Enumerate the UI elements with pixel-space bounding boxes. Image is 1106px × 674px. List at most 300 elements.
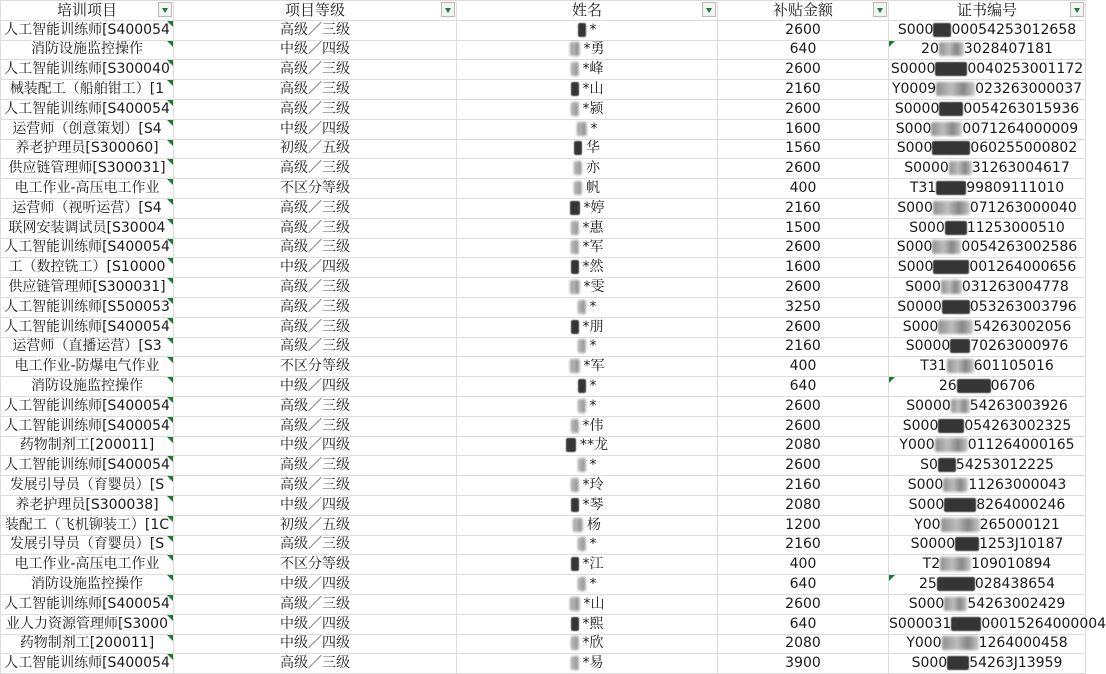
cell-amount-text: 640: [789, 615, 817, 632]
table-row[interactable]: [1, 258, 1086, 278]
filter-dropdown-icon[interactable]: [1070, 2, 1084, 17]
cell-level[interactable]: [174, 416, 457, 436]
cell-amount[interactable]: [718, 297, 889, 317]
cell-project[interactable]: [1, 198, 174, 218]
table-row[interactable]: [1, 495, 1086, 515]
cell-cert[interactable]: [889, 614, 1106, 634]
table-row[interactable]: [1, 40, 1086, 60]
cell-cert[interactable]: [889, 436, 1086, 456]
cell-project[interactable]: [1, 238, 174, 258]
table-row[interactable]: [1, 99, 1086, 119]
cell-level[interactable]: [174, 515, 457, 535]
cell-name[interactable]: [457, 139, 718, 159]
cell-cert[interactable]: [889, 60, 1086, 80]
cell-cert[interactable]: [889, 40, 1086, 60]
cert-suffix-text: 70263000976: [970, 338, 1069, 355]
cell-cert[interactable]: [889, 139, 1086, 159]
cell-cert[interactable]: [889, 476, 1086, 496]
cell-level[interactable]: [174, 594, 457, 614]
cell-amount[interactable]: [718, 20, 889, 40]
table-row[interactable]: [1, 297, 1086, 317]
cell-amount-text: 400: [789, 180, 817, 197]
cell-level[interactable]: [174, 20, 457, 40]
cell-level[interactable]: [174, 317, 457, 337]
redaction-mark: [578, 577, 586, 591]
cell-amount[interactable]: [718, 80, 889, 100]
cell-amount[interactable]: [718, 495, 889, 515]
cell-amount[interactable]: [718, 218, 889, 238]
cell-name[interactable]: [457, 99, 718, 119]
header-cell-cert[interactable]: [889, 1, 1086, 21]
cell-level[interactable]: [174, 238, 457, 258]
cell-cert[interactable]: [889, 119, 1086, 139]
cell-name-text: 亦: [586, 160, 600, 177]
cell-level-text: 中级／四级: [280, 120, 350, 137]
cell-level-text: 高级／三级: [280, 219, 350, 236]
cell-amount-text: 640: [789, 576, 817, 592]
cell-level[interactable]: [174, 60, 457, 80]
table-row[interactable]: [1, 575, 1086, 595]
cell-cert[interactable]: [889, 80, 1086, 100]
cell-cert[interactable]: [889, 456, 1086, 476]
cell-amount-text: 2600: [785, 595, 821, 612]
cell-project-text: 运营师（视听运营）[S4: [12, 199, 162, 216]
redaction-mark: [578, 537, 586, 551]
table-row[interactable]: [1, 80, 1086, 100]
cell-name-text: *: [590, 120, 598, 137]
cell-level[interactable]: [174, 495, 457, 515]
table-row[interactable]: [1, 119, 1086, 139]
cell-level[interactable]: [174, 218, 457, 238]
cell-project[interactable]: [1, 139, 174, 159]
cell-amount[interactable]: [718, 40, 889, 60]
cell-amount-text: 1600: [785, 259, 821, 276]
table-row[interactable]: [1, 218, 1086, 238]
cell-project-text: 工（数控铣工）[S10000: [8, 259, 166, 276]
cell-project-text: 养老护理员[S300060]: [15, 140, 159, 157]
cell-cert[interactable]: [889, 377, 1086, 397]
filter-dropdown-icon[interactable]: [441, 2, 455, 17]
table-row[interactable]: [1, 555, 1086, 575]
cell-amount[interactable]: [718, 198, 889, 218]
table-row[interactable]: [1, 238, 1086, 258]
cell-project-text: 消防设施监控操作: [31, 41, 143, 58]
cell-project[interactable]: [1, 357, 174, 377]
cell-name[interactable]: [457, 476, 718, 496]
cell-level[interactable]: [174, 575, 457, 595]
cell-cert[interactable]: [889, 297, 1086, 317]
cell-name-text: *: [589, 536, 597, 553]
cert-suffix-text: 001264000656: [969, 259, 1077, 276]
cert-suffix-text: 54263002056: [973, 318, 1072, 335]
redaction-mark: [937, 577, 975, 591]
cell-cert[interactable]: [889, 337, 1086, 357]
cell-cert[interactable]: [889, 357, 1086, 377]
cell-cert[interactable]: [889, 575, 1086, 595]
table-row[interactable]: [1, 337, 1086, 357]
cell-name-text: *雯: [583, 279, 605, 296]
table-row[interactable]: [1, 20, 1086, 40]
cell-level[interactable]: [174, 357, 457, 377]
cell-project[interactable]: [1, 99, 174, 119]
cell-name[interactable]: [457, 20, 718, 40]
table-row[interactable]: [1, 436, 1086, 456]
cell-level[interactable]: [174, 119, 457, 139]
cell-name[interactable]: [457, 357, 718, 377]
cell-amount[interactable]: [718, 634, 889, 654]
cell-amount[interactable]: [718, 99, 889, 119]
table-row[interactable]: [1, 377, 1086, 397]
cell-cert[interactable]: [889, 258, 1086, 278]
cell-level[interactable]: [174, 634, 457, 654]
cell-amount[interactable]: [718, 159, 889, 179]
cert-prefix-text: S000: [909, 219, 945, 236]
cell-amount[interactable]: [718, 535, 889, 555]
table-row[interactable]: [1, 515, 1086, 535]
cell-project[interactable]: [1, 654, 174, 674]
table-row[interactable]: [1, 594, 1086, 614]
redaction-mark: [939, 42, 964, 56]
cell-amount[interactable]: [718, 238, 889, 258]
cell-project[interactable]: [1, 555, 174, 575]
header-label: 项目等级: [284, 0, 345, 19]
cell-amount[interactable]: [718, 476, 889, 496]
table-row[interactable]: [1, 456, 1086, 476]
cell-name[interactable]: [457, 515, 718, 535]
cell-name[interactable]: [457, 337, 718, 357]
cell-amount[interactable]: [718, 436, 889, 456]
cell-level-text: 中级／四级: [280, 615, 350, 632]
cell-project[interactable]: [1, 159, 174, 179]
cell-name-text: *峰: [582, 61, 604, 78]
cell-name-text: *: [589, 397, 597, 414]
cell-project[interactable]: [1, 416, 174, 436]
redaction-mark: [571, 636, 579, 650]
cell-amount[interactable]: [718, 614, 889, 634]
redaction-mark: [940, 557, 971, 571]
cell-name-text: *勇: [583, 41, 605, 58]
cell-project-text: 药物制剂工[200011]: [19, 437, 155, 454]
table-row[interactable]: [1, 654, 1086, 674]
cell-cert[interactable]: [889, 99, 1086, 119]
cell-project[interactable]: [1, 594, 174, 614]
table-row[interactable]: [1, 416, 1086, 436]
cell-cert[interactable]: [889, 594, 1086, 614]
cell-level-text: 高级／三级: [280, 417, 350, 434]
cell-project-text: 养老护理员[S300038]: [15, 496, 159, 513]
cell-project[interactable]: [1, 297, 174, 317]
cell-project[interactable]: [1, 60, 174, 80]
cell-level[interactable]: [174, 99, 457, 119]
cert-suffix-text: 071263000040: [969, 199, 1077, 216]
cell-amount[interactable]: [718, 555, 889, 575]
table-row[interactable]: [1, 60, 1086, 80]
cell-amount[interactable]: [718, 575, 889, 595]
cell-name[interactable]: [457, 258, 718, 278]
cell-cert[interactable]: [889, 198, 1086, 218]
cell-name[interactable]: [457, 436, 718, 456]
cell-project[interactable]: [1, 20, 174, 40]
cell-amount[interactable]: [718, 416, 889, 436]
cell-name[interactable]: [457, 317, 718, 337]
cell-amount[interactable]: [718, 258, 889, 278]
cell-name-text: *颍: [582, 100, 604, 117]
cell-amount[interactable]: [718, 515, 889, 535]
cert-prefix-text: S0000: [894, 100, 940, 117]
table-row[interactable]: [1, 198, 1086, 218]
cell-amount-text: 2600: [785, 397, 821, 414]
table-row[interactable]: [1, 317, 1086, 337]
cell-project[interactable]: [1, 258, 174, 278]
cell-amount[interactable]: [718, 456, 889, 476]
table-row[interactable]: [1, 179, 1086, 199]
cell-name[interactable]: [457, 60, 718, 80]
cell-cert[interactable]: [889, 654, 1086, 674]
cell-name[interactable]: [457, 396, 718, 416]
cert-suffix-text: 31263004617: [971, 160, 1070, 177]
redaction-mark: [944, 498, 976, 512]
redaction-mark: [578, 379, 586, 393]
cell-level[interactable]: [174, 139, 457, 159]
cell-project[interactable]: [1, 119, 174, 139]
cell-project-text: 人工智能训练师[S400054: [4, 417, 170, 434]
cell-name-text: *山: [583, 595, 605, 612]
cell-name[interactable]: [457, 179, 718, 199]
redaction-mark: [570, 280, 580, 294]
cell-cert[interactable]: [889, 179, 1086, 199]
filter-dropdown-icon[interactable]: [873, 2, 887, 17]
cell-cert[interactable]: [889, 159, 1086, 179]
redaction-mark: [942, 636, 979, 650]
table-row[interactable]: [1, 159, 1086, 179]
cell-name[interactable]: [457, 535, 718, 555]
cell-name[interactable]: [457, 495, 718, 515]
table-row[interactable]: [1, 278, 1086, 298]
cell-project-text: 装配工（飞机铆装工）[1C: [4, 516, 170, 533]
header-label: 证书编号: [956, 0, 1017, 19]
redaction-mark: [566, 438, 576, 452]
cert-suffix-text: 54263003926: [969, 397, 1068, 414]
cell-level[interactable]: [174, 476, 457, 496]
cell-level[interactable]: [174, 159, 457, 179]
cell-name[interactable]: [457, 159, 718, 179]
cell-level-text: 初级／五级: [280, 516, 350, 533]
cell-name-text: 杨: [587, 516, 601, 533]
cell-level[interactable]: [174, 614, 457, 634]
cell-project-text: 供应链管理师[S300031]: [8, 279, 166, 296]
cell-level[interactable]: [174, 654, 457, 674]
redaction-mark: [935, 62, 967, 76]
table-row[interactable]: [1, 476, 1086, 496]
cell-level[interactable]: [174, 337, 457, 357]
table-row[interactable]: [1, 535, 1086, 555]
cell-project[interactable]: [1, 634, 174, 654]
cell-amount[interactable]: [718, 357, 889, 377]
cell-cert[interactable]: [889, 515, 1086, 535]
redaction-mark: [947, 359, 974, 373]
cell-amount-text: 2080: [785, 496, 821, 513]
cell-level-text: 中级／四级: [280, 496, 350, 513]
header-cell-level[interactable]: [174, 1, 457, 21]
cell-project[interactable]: [1, 218, 174, 238]
cell-cert[interactable]: [889, 416, 1086, 436]
cell-level[interactable]: [174, 40, 457, 60]
cell-project-text: 人工智能训练师[S400054: [4, 239, 170, 256]
cell-level[interactable]: [174, 377, 457, 397]
cell-project[interactable]: [1, 317, 174, 337]
cell-cert[interactable]: [889, 238, 1086, 258]
cell-name[interactable]: [457, 416, 718, 436]
cell-cert[interactable]: [889, 278, 1086, 298]
redaction-mark: [571, 478, 579, 492]
header-cell-name[interactable]: [457, 1, 718, 21]
cell-name[interactable]: [457, 80, 718, 100]
cell-project[interactable]: [1, 535, 174, 555]
cell-amount[interactable]: [718, 396, 889, 416]
redaction-mark: [578, 23, 586, 37]
cell-amount[interactable]: [718, 60, 889, 80]
cert-prefix-text: S000: [897, 199, 933, 216]
cell-name-text: *欣: [582, 635, 604, 652]
cell-project[interactable]: [1, 436, 174, 456]
cert-suffix-text: 053263003796: [969, 298, 1077, 315]
cell-level[interactable]: [174, 278, 457, 298]
redaction-mark: [571, 62, 579, 76]
cell-cert[interactable]: [889, 634, 1086, 654]
redaction-mark: [571, 240, 579, 254]
header-cell-amount[interactable]: [718, 1, 889, 21]
cell-level[interactable]: [174, 535, 457, 555]
table-row[interactable]: [1, 396, 1086, 416]
table-row[interactable]: [1, 634, 1086, 654]
cell-name[interactable]: [457, 614, 718, 634]
table-row[interactable]: [1, 614, 1086, 634]
cell-project[interactable]: [1, 614, 174, 634]
cert-suffix-text: 11253000510: [966, 219, 1065, 236]
cell-name[interactable]: [457, 654, 718, 674]
cert-suffix-text: 11263000043: [968, 477, 1067, 494]
cell-cert[interactable]: [889, 535, 1086, 555]
cert-prefix-text: T2: [922, 556, 941, 573]
cell-level[interactable]: [174, 555, 457, 575]
cell-cert[interactable]: [889, 495, 1086, 515]
cell-name[interactable]: [457, 594, 718, 614]
redaction-mark: [941, 518, 980, 532]
cell-level[interactable]: [174, 80, 457, 100]
cell-level-text: 高级／三级: [280, 100, 350, 117]
cell-name[interactable]: [457, 278, 718, 298]
cell-name[interactable]: [457, 218, 718, 238]
cell-project[interactable]: [1, 515, 174, 535]
cell-amount[interactable]: [718, 654, 889, 674]
cell-project[interactable]: [1, 278, 174, 298]
cell-amount[interactable]: [718, 179, 889, 199]
cert-suffix-text: 0040253001172: [967, 61, 1084, 78]
cert-suffix-text: 060255000802: [970, 140, 1078, 157]
cert-prefix-text: S0: [920, 457, 938, 474]
redaction-mark: [571, 102, 579, 116]
cell-level[interactable]: [174, 198, 457, 218]
table-row[interactable]: [1, 139, 1086, 159]
cell-amount[interactable]: [718, 337, 889, 357]
cert-prefix-text: 26: [938, 378, 957, 395]
table-body: [1, 20, 1106, 673]
cell-name[interactable]: [457, 119, 718, 139]
filter-dropdown-icon[interactable]: [702, 2, 716, 17]
cell-name[interactable]: [457, 198, 718, 218]
redaction-mark: [571, 498, 579, 512]
cell-amount[interactable]: [718, 317, 889, 337]
cert-prefix-text: Y000: [899, 437, 935, 454]
cell-cert[interactable]: [889, 218, 1086, 238]
redaction-mark: [945, 221, 967, 235]
filter-dropdown-icon[interactable]: [158, 2, 172, 17]
cell-project[interactable]: [1, 575, 174, 595]
cell-level-text: 中级／四级: [280, 437, 350, 454]
cell-level-text: 高级／三级: [280, 61, 350, 78]
cell-project[interactable]: [1, 476, 174, 496]
cell-project-text: 联网安装调试员[S30004: [8, 219, 166, 236]
cell-project[interactable]: [1, 179, 174, 199]
cell-amount[interactable]: [718, 139, 889, 159]
cell-level[interactable]: [174, 456, 457, 476]
cert-prefix-text: S0000: [910, 536, 956, 553]
cell-name[interactable]: [457, 377, 718, 397]
cell-name-text: *: [589, 338, 597, 355]
cell-name[interactable]: [457, 238, 718, 258]
cell-amount[interactable]: [718, 594, 889, 614]
redaction-mark: [933, 260, 969, 274]
cell-project[interactable]: [1, 396, 174, 416]
cell-project[interactable]: [1, 80, 174, 100]
cell-level-text: 中级／四级: [280, 41, 350, 58]
cell-name[interactable]: [457, 456, 718, 476]
cert-suffix-text: 601105016: [973, 358, 1054, 375]
cell-name[interactable]: [457, 634, 718, 654]
cell-level-text: 中级／四级: [280, 576, 350, 592]
cell-level[interactable]: [174, 396, 457, 416]
cell-cert[interactable]: [889, 555, 1086, 575]
cell-name-text: *伟: [582, 417, 604, 434]
cell-project[interactable]: [1, 337, 174, 357]
cell-amount-text: 400: [789, 556, 817, 573]
cell-level[interactable]: [174, 258, 457, 278]
cert-suffix-text: 54263002429: [967, 595, 1066, 612]
cell-level-text: 高级／三级: [280, 239, 350, 256]
cell-project[interactable]: [1, 40, 174, 60]
redaction-mark: [571, 221, 579, 235]
cell-name[interactable]: [457, 297, 718, 317]
cell-level[interactable]: [174, 179, 457, 199]
cell-project[interactable]: [1, 495, 174, 515]
cell-name[interactable]: [457, 575, 718, 595]
table-row[interactable]: [1, 357, 1086, 377]
cell-amount[interactable]: [718, 377, 889, 397]
cell-cert[interactable]: [889, 396, 1086, 416]
cell-name[interactable]: [457, 40, 718, 60]
cell-cert[interactable]: [889, 20, 1086, 40]
cell-amount[interactable]: [718, 119, 889, 139]
redaction-mark: [571, 82, 579, 96]
cell-name[interactable]: [457, 555, 718, 575]
cell-cert[interactable]: [889, 317, 1086, 337]
cell-level[interactable]: [174, 297, 457, 317]
cell-project[interactable]: [1, 456, 174, 476]
cell-amount[interactable]: [718, 278, 889, 298]
cell-level[interactable]: [174, 436, 457, 456]
header-cell-project[interactable]: [1, 1, 174, 21]
cell-project[interactable]: [1, 377, 174, 397]
